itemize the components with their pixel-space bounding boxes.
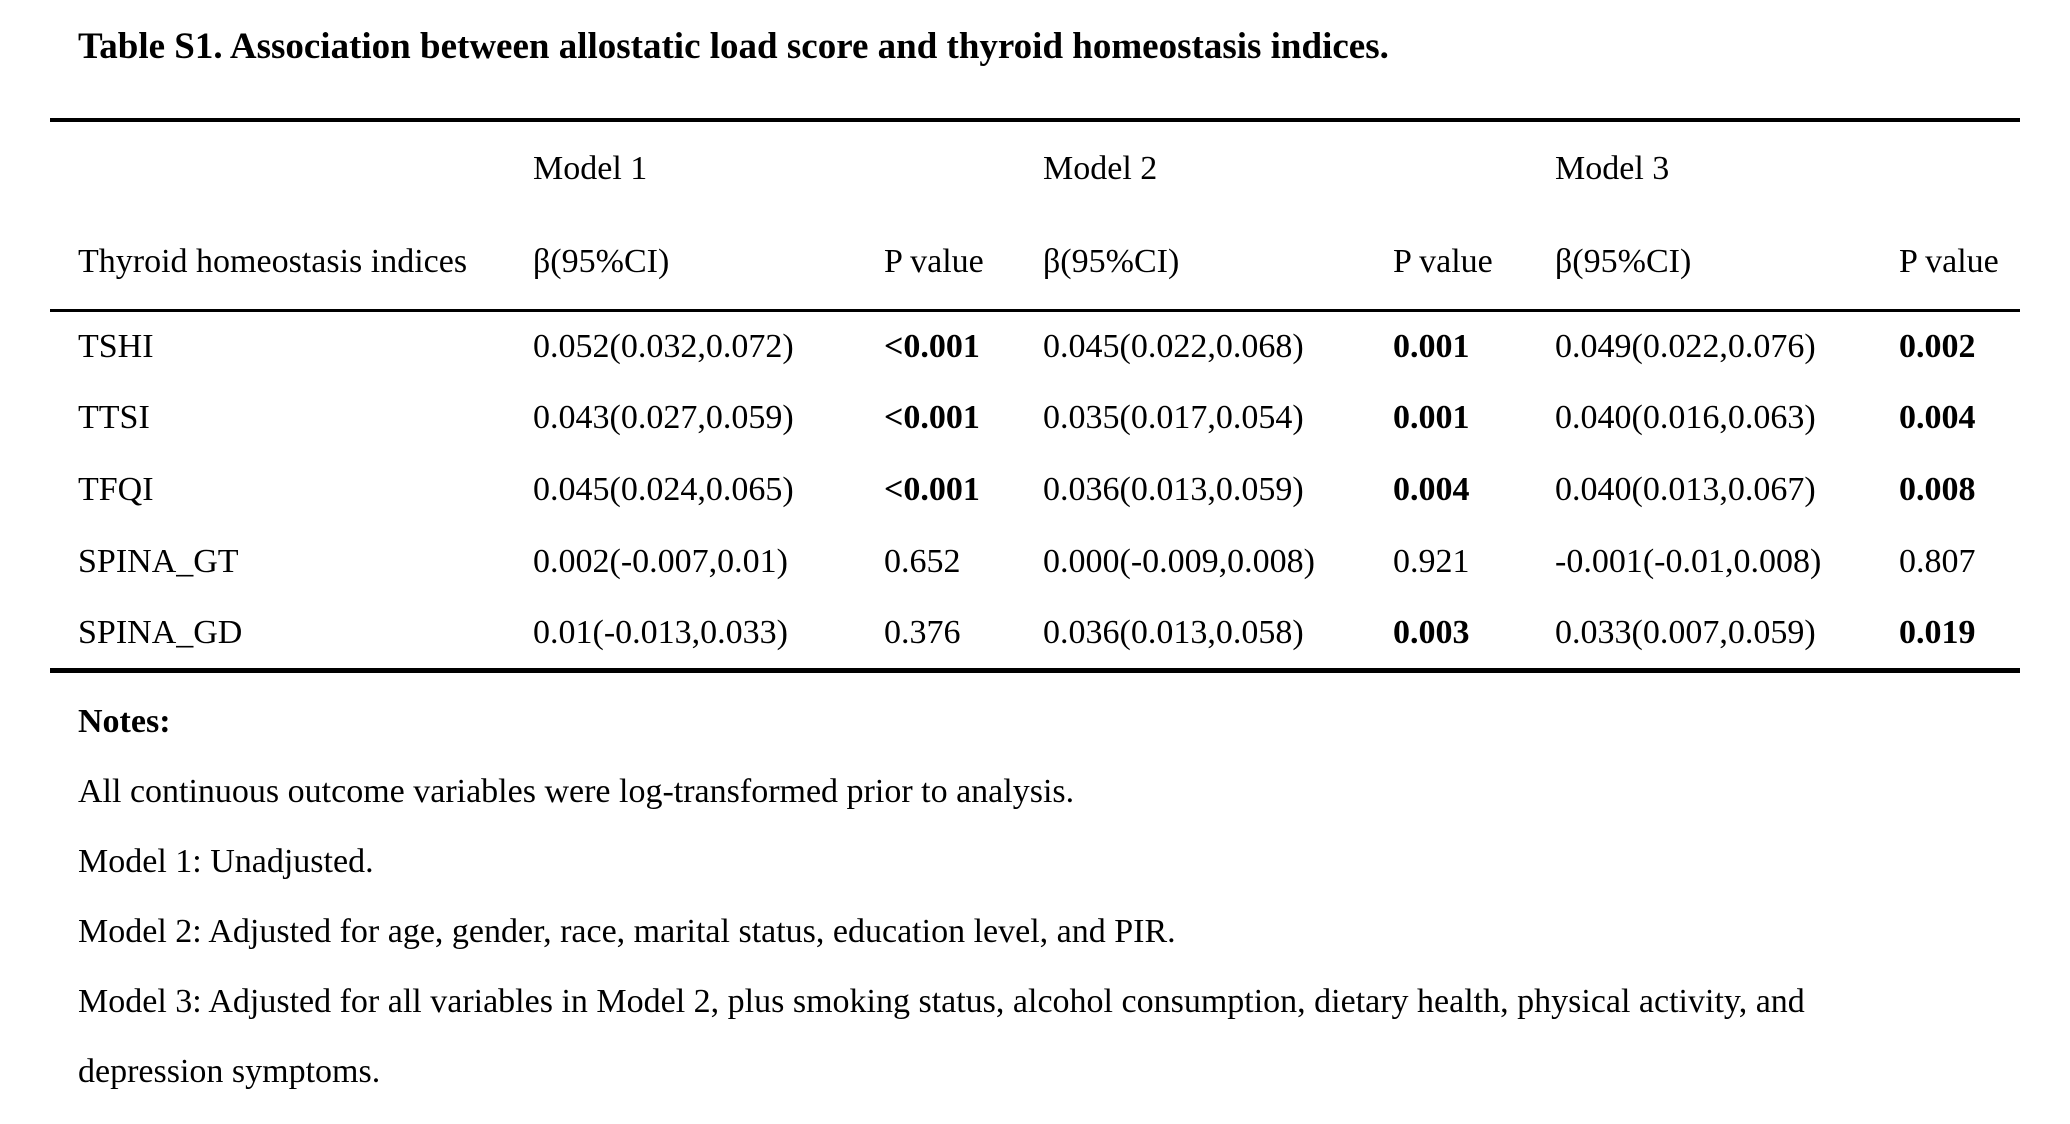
table-row [50, 310, 2020, 382]
empty-header-cell [50, 120, 533, 215]
m3-beta-cell: 0.040(0.016,0.063) [1555, 399, 1816, 436]
m3-beta-cell: 0.049(0.022,0.076) [1555, 327, 1816, 365]
model-1-header: Model 1 [533, 149, 648, 187]
model-3-header: Model 3 [1555, 149, 1670, 187]
m2-p-cell: 0.001 [1393, 327, 1470, 365]
m1-p-header: P value [884, 215, 1043, 310]
notes-section [78, 687, 1958, 1107]
table-body [50, 310, 2020, 670]
m1-beta-cell: 0.002(-0.007,0.01) [533, 543, 788, 580]
m2-p-cell: 0.921 [1393, 543, 1470, 580]
m3-beta-header: β(95%CI) [1555, 215, 1899, 310]
row-label: SPINA_GT [78, 543, 239, 580]
results-table [50, 118, 2020, 673]
row-header-label: Thyroid homeostasis indices [50, 215, 533, 310]
m1-beta-cell: 0.043(0.027,0.059) [533, 399, 794, 436]
table-title: Table S1. Association between allostatic load score and thyroid homeostasis indices. [78, 26, 1389, 67]
m2-beta-cell: 0.036(0.013,0.058) [1043, 613, 1304, 651]
m1-p-cell: <0.001 [884, 471, 980, 508]
m2-p-cell: 0.003 [1393, 613, 1470, 651]
note-line: Model 2: Adjusted for age, gender, race, marital status, education level, and PIR. [78, 912, 1176, 950]
m1-beta-cell: 0.045(0.024,0.065) [533, 471, 794, 508]
m2-beta-cell: 0.035(0.017,0.054) [1043, 399, 1304, 436]
m2-p-cell: 0.001 [1393, 399, 1470, 436]
m2-beta-cell: 0.000(-0.009,0.008) [1043, 543, 1315, 580]
m3-beta-cell: 0.040(0.013,0.067) [1555, 471, 1816, 508]
model-2-header: Model 2 [1043, 149, 1158, 187]
m1-beta-cell: 0.01(-0.013,0.033) [533, 613, 788, 651]
note-line: All continuous outcome variables were log-transformed prior to analysis. [78, 772, 1075, 810]
m1-p-cell: <0.001 [884, 399, 980, 436]
row-label: TSHI [78, 327, 154, 365]
m2-p-header: P value [1393, 215, 1555, 310]
notes-heading: Notes: [78, 702, 171, 740]
m3-p-header: P value [1899, 215, 2020, 310]
m2-beta-cell: 0.036(0.013,0.059) [1043, 471, 1304, 508]
m3-p-cell: 0.004 [1899, 399, 1976, 436]
m2-beta-header: β(95%CI) [1043, 215, 1393, 310]
row-label: SPINA_GD [78, 613, 243, 651]
m3-p-cell: 0.008 [1899, 471, 1976, 508]
m3-beta-cell: -0.001(-0.01,0.008) [1555, 543, 1822, 580]
m1-p-cell: 0.652 [884, 543, 961, 580]
table-row [50, 454, 2020, 526]
column-header-row [50, 215, 2020, 310]
m1-beta-header: β(95%CI) [533, 215, 884, 310]
m3-beta-cell: 0.033(0.007,0.059) [1555, 613, 1816, 651]
model-group-row [50, 120, 2020, 215]
row-label: TTSI [78, 399, 150, 436]
note-line: Model 1: Unadjusted. [78, 842, 374, 880]
table-row [50, 526, 2020, 598]
m2-p-cell: 0.004 [1393, 471, 1470, 508]
m2-beta-cell: 0.045(0.022,0.068) [1043, 327, 1304, 365]
m1-beta-cell: 0.052(0.032,0.072) [533, 327, 794, 365]
m3-p-cell: 0.807 [1899, 543, 1976, 580]
m3-p-cell: 0.002 [1899, 327, 1976, 365]
table-header [50, 120, 2020, 310]
m1-p-cell: 0.376 [884, 613, 961, 651]
table-row [50, 382, 2020, 454]
m1-p-cell: <0.001 [884, 327, 980, 365]
table-row [50, 598, 2020, 670]
note-line: Model 3: Adjusted for all variables in Model 2, plus smoking status, alcohol consumption, dietary health, physical activity, and depression symptoms. [78, 982, 1805, 1090]
row-label: TFQI [78, 471, 154, 508]
m3-p-cell: 0.019 [1899, 613, 1976, 651]
